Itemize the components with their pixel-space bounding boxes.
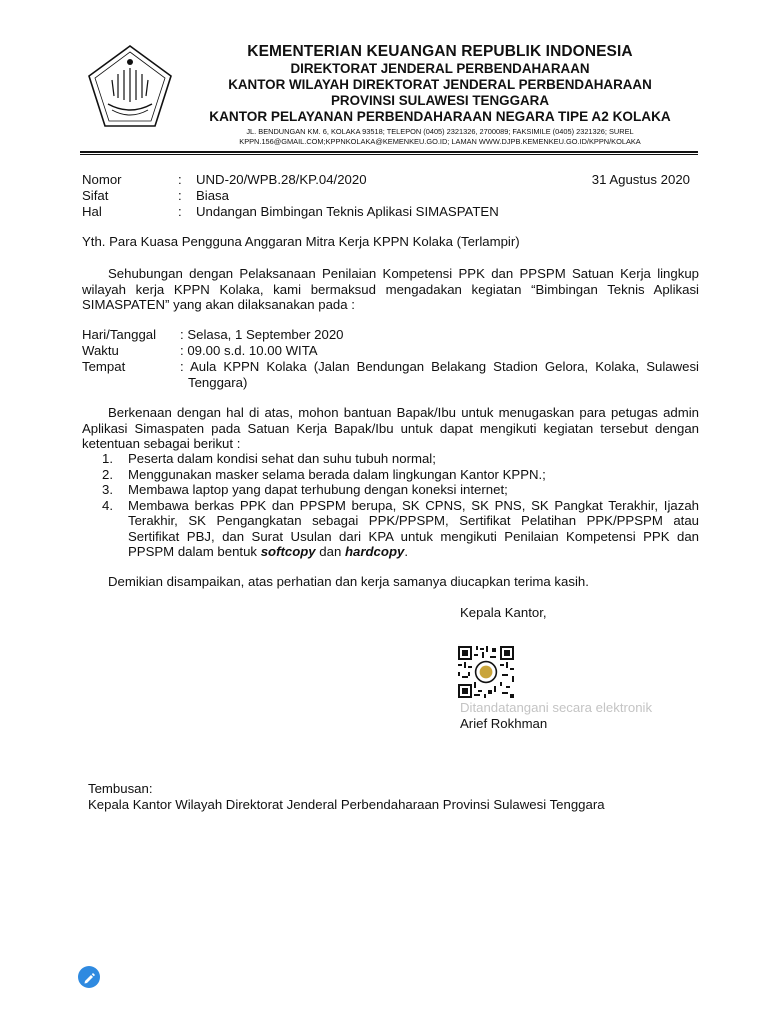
hal-label: Hal — [82, 204, 102, 219]
pen-icon — [78, 966, 100, 988]
opening-paragraph: Sehubungan dengan Pelaksanaan Penilaian Kompetensi PPK dan PPSPM Satuan Kerja lingkup wilayah kerja KPPN Kolaka, kami bermaksud mengadakan kegiatan “Bimbingan Teknis Aplikasi SIMASPATEN” yang akan dilaksanakan pada : — [82, 266, 699, 312]
electronic-signature-note: Ditandatangani secara elektronik — [460, 700, 653, 715]
list-item-text: Menggunakan masker selama berada dalam lingkungan Kantor KPPN.; — [128, 466, 546, 482]
place-label: Tempat — [82, 359, 126, 374]
letterhead-ministry: KEMENTERIAN KEUANGAN REPUBLIK INDONESIA — [247, 43, 633, 60]
list-item-text: Membawa laptop yang dapat terhubung dengan koneksi internet; — [128, 482, 508, 497]
cc-recipient: Kepala Kantor Wilayah Direktorat Jenderal Perbendaharaan Provinsi Sulawesi Tenggara — [88, 797, 605, 812]
letterhead — [180, 42, 700, 147]
ministry-emblem-icon — [84, 42, 176, 134]
letterhead-divider-thin — [80, 154, 698, 155]
list-item-text: Peserta dalam kondisi sehat dan suhu tubuh normal; — [128, 451, 436, 466]
list-item-text-end: . — [404, 544, 409, 559]
letterhead-office: KANTOR PELAYANAN PERBENDAHARAAN NEGARA TIPE A2 KOLAKA — [209, 109, 671, 124]
letterhead-province: PROVINSI SULAWESI TENGGARA — [331, 93, 549, 108]
letterhead-directorate: DIREKTORAT JENDERAL PERBENDAHARAAN — [290, 61, 590, 76]
list-item — [82, 467, 699, 483]
letterhead-divider — [80, 151, 698, 153]
list-item-number: 1. — [102, 451, 113, 466]
list-item-text-mid: dan — [315, 544, 345, 559]
softcopy-emphasis: softcopy — [260, 544, 316, 559]
letterhead-address: JL. BENDUNGAN KM. 6, KOLAKA 93518; TELEPON (0405) 2321326, 2700089; FAKSIMILE (0405) 2321326; SUREL — [246, 127, 634, 136]
hal-value: Undangan Bimbingan Teknis Aplikasi SIMASPATEN — [196, 204, 499, 219]
colon: : — [178, 188, 182, 203]
list-item-text: Membawa berkas PPK dan PPSPM berupa, SK CPNS, SK PNS, SK Pangkat Terakhir, Ijazah Terakhir, SK Pengangkatan sebagai PPK/PPSPM, Sertifikat Pelatihan PPK/PPSPM atau Sertifikat PBJ, dan Surat Usulan dari KPA untuk mengikuti Penilaian Kompetensi PPK dan PPSPM dalam bentuk — [128, 497, 699, 559]
colon: : — [178, 172, 182, 187]
day-label: Hari/Tanggal — [82, 327, 157, 342]
requirements-list — [82, 451, 699, 560]
letterhead-regional-office: KANTOR WILAYAH DIREKTORAT JENDERAL PERBENDAHARAAN — [228, 77, 652, 92]
day-value: : Selasa, 1 September 2020 — [180, 327, 344, 342]
list-item — [82, 498, 699, 560]
place-value: : Aula KPPN Kolaka (Jalan Bendungan Belakang Stadion Gelora, Kolaka, Sulawesi Tenggara) — [180, 359, 699, 390]
cc-label: Tembusan: — [88, 781, 153, 796]
letter-date: 31 Agustus 2020 — [591, 172, 690, 187]
hardcopy-emphasis: hardcopy — [344, 544, 405, 559]
requirements-paragraph: Berkenaan dengan hal di atas, mohon bantuan Bapak/Ibu untuk menugaskan para petugas admin Aplikasi Simaspaten pada Satuan Kerja Bapak/Ibu untuk dapat mengikuti kegiatan tersebut dengan ketentuan sebagai berikut : — [82, 405, 699, 451]
qr-code-icon — [458, 646, 514, 698]
letterhead-contact: KPPN.156@GMAIL.COM;KPPNKOLAKA@KEMENKEU.GO.ID; LAMAN WWW.DJPB.KEMENKEU.GO.ID/KPPN/KOLAKA — [239, 137, 641, 146]
time-label: Waktu — [82, 343, 119, 358]
list-item — [82, 482, 699, 498]
time-value: : 09.00 s.d. 10.00 WITA — [180, 343, 318, 358]
list-item-number: 4. — [102, 497, 113, 513]
nomor-value: UND-20/WPB.28/KP.04/2020 — [196, 172, 367, 187]
list-item-number: 3. — [102, 482, 113, 497]
signer-name: Arief Rokhman — [460, 716, 548, 731]
sifat-value: Biasa — [196, 188, 229, 203]
addressee: Yth. Para Kuasa Pengguna Anggaran Mitra Kerja KPPN Kolaka (Terlampir) — [82, 234, 520, 249]
list-item — [82, 451, 699, 467]
nomor-label: Nomor — [82, 172, 122, 187]
sifat-label: Sifat — [82, 188, 109, 203]
list-item-number: 2. — [102, 466, 113, 482]
closing-paragraph: Demikian disampaikan, atas perhatian dan kerja samanya diucapkan terima kasih. — [108, 574, 589, 589]
annotate-button[interactable] — [78, 966, 100, 988]
signature-title: Kepala Kantor, — [460, 605, 547, 620]
colon: : — [178, 204, 182, 219]
